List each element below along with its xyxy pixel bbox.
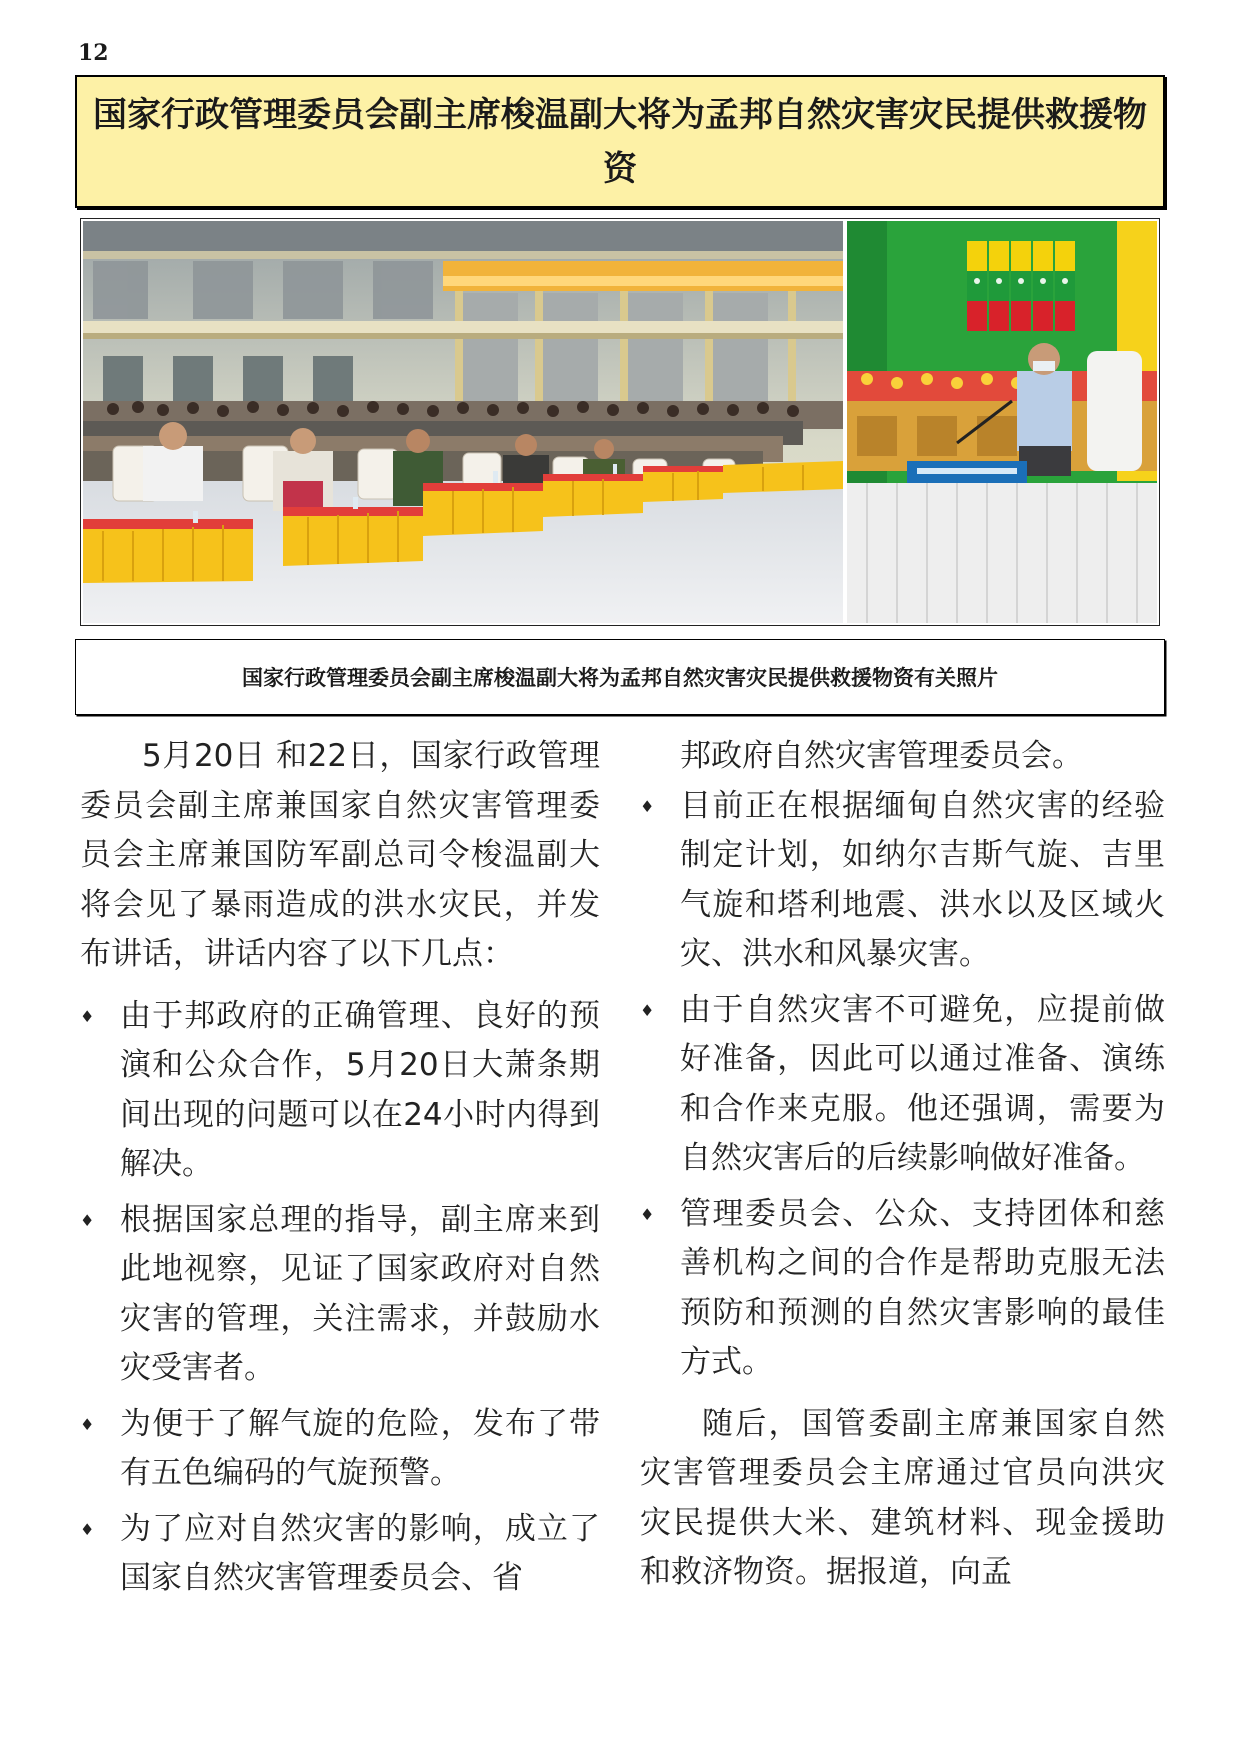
list-item [80, 1196, 600, 1394]
bullet-text: 为便于了解气旋的危险，发布了带有五色编码的气旋预警。 [120, 1405, 600, 1491]
title-banner [75, 75, 1165, 208]
list-item [640, 782, 1165, 980]
bullet-text: 管理委员会、公众、支持团体和慈善机构之间的合作是帮助克服无法预防和预测的自然灾害影响的最佳方式。 [680, 1195, 1165, 1380]
photo-strip [80, 218, 1160, 626]
diamond-bullet-icon: ♦ [80, 1210, 95, 1230]
page-number: 12 [78, 40, 109, 66]
list-item [80, 1400, 600, 1499]
intro-paragraph: 5月20日 和22日，国家行政管理委员会副主席兼国家自然灾害管理委员会主席兼国防军副总司令梭温副大将会见了暴雨造成的洪水灾民，并发布讲话，讲话内容了以下几点： [80, 738, 600, 972]
page-title: 国家行政管理委员会副主席梭温副大将为孟邦自然灾害灾民提供救援物资 [93, 94, 1147, 189]
bullet-text: 目前正在根据缅甸自然灾害的经验制定计划，如纳尔吉斯气旋、吉里气旋和塔利地震、洪水以及区域火灾、洪水和风暴灾害。 [680, 787, 1165, 972]
diamond-bullet-icon: ♦ [640, 796, 655, 816]
bullet-text: 为了应对自然灾害的影响，成立了国家自然灾害管理委员会、省 [120, 1510, 600, 1596]
photo-caption-box [75, 639, 1165, 715]
meeting-hall-photo [83, 221, 843, 623]
closing-paragraph: 随后，国管委副主席兼国家自然灾害管理委员会主席通过官员向洪灾灾民提供大米、建筑材料、现金援助和救济物资。据报道，向孟 [640, 1405, 1165, 1590]
diamond-bullet-icon: ♦ [80, 1006, 95, 1026]
list-item [80, 1505, 600, 1604]
bullet-text: 由于邦政府的正确管理、良好的预演和公众合作，5月20日大萧条期间出现的问题可以在24小时内得到解决。 [120, 997, 600, 1182]
diamond-bullet-icon: ♦ [640, 1204, 655, 1224]
podium-speaker-photo [847, 221, 1157, 623]
right-bullet-list [640, 782, 1165, 1388]
list-item [640, 986, 1165, 1184]
bullet-text: 根据国家总理的指导，副主席来到此地视察，见证了国家政府对自然灾害的管理，关注需求，并鼓励水灾受害者。 [120, 1201, 600, 1386]
continuation-text: 邦政府自然灾害管理委员会。 [680, 738, 1083, 774]
diamond-bullet-icon: ♦ [80, 1519, 95, 1539]
diamond-bullet-icon: ♦ [80, 1414, 95, 1434]
left-bullet-list [80, 992, 600, 1604]
left-column [80, 732, 600, 1604]
photo-caption: 国家行政管理委员会副主席梭温副大将为孟邦自然灾害灾民提供救援物资有关照片 [242, 666, 998, 690]
list-item [80, 992, 600, 1190]
diamond-bullet-icon: ♦ [640, 1000, 655, 1020]
bullet-text: 由于自然灾害不可避免，应提前做好准备，因此可以通过准备、演练和合作来克服。他还强调，需要为自然灾害后的后续影响做好准备。 [680, 991, 1165, 1176]
list-item [640, 1190, 1165, 1388]
right-column [640, 732, 1165, 1598]
